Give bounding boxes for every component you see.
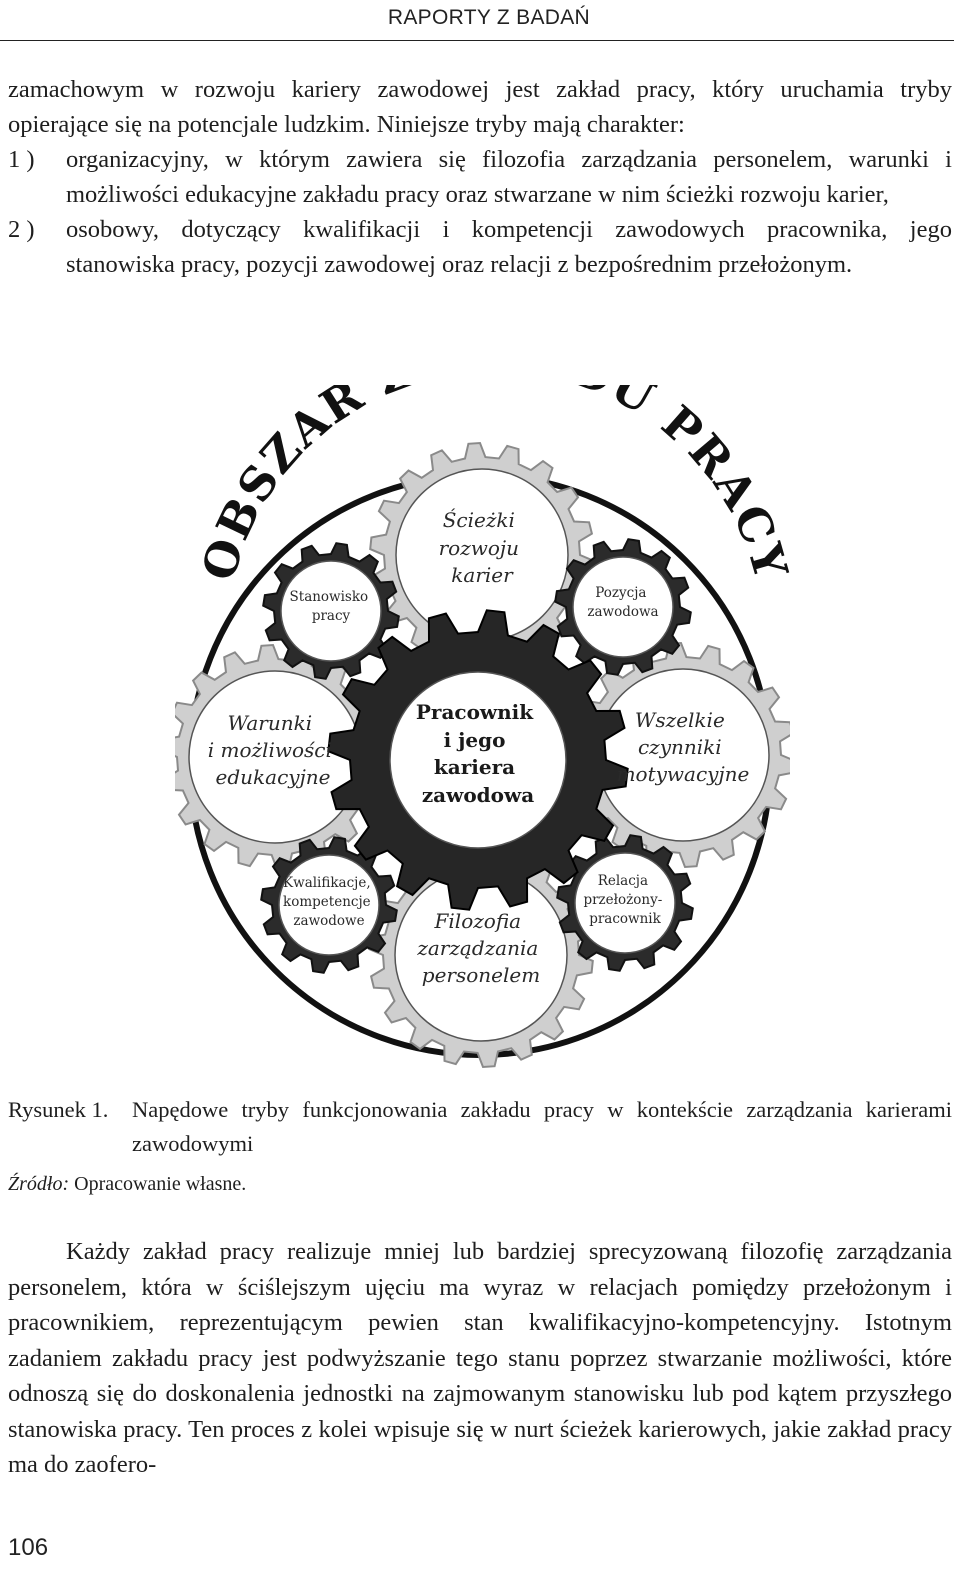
gear-label-bottom: Filozofia zarządzania personelem bbox=[417, 909, 541, 987]
caption-text: Napędowe tryby funkcjonowania zakładu pracy w kontekście zarządzania karierami zawodowymi bbox=[132, 1097, 952, 1156]
gear-label-top: Ścieżki rozwoju karier bbox=[438, 508, 520, 587]
gears-diagram-svg bbox=[175, 385, 790, 1075]
figure-source bbox=[8, 1169, 246, 1199]
list-number: 1 ) bbox=[8, 146, 35, 173]
figure-gears-diagram bbox=[175, 385, 790, 1075]
source-label: Źródło: bbox=[8, 1173, 70, 1195]
list-text: osobowy, dotyczący kwalifikacji i kompetencji zawodowych pracownika, jego stanowiska pracy, pozycji zawodowej oraz relacji z bezpośrednim przełożonym. bbox=[66, 216, 952, 278]
list-item bbox=[8, 142, 952, 212]
body-paragraph: Każdy zakład pracy realizuje mniej lub bardziej sprecyzowaną filozofię zarządzania personelem, która w ściślejszym ujęciu ma wyraz w relacjach pomiędzy przełożonym i pracownikiem, reprezentującym pewien stan kwalifikacyjno-kompetencyjny. Istotnym zadaniem zakładu pracy jest podwyższanie tego stanu poprzez stwarzanie możliwości, które odnoszą się do doskonalenia jednostki na zajmowanym stanowisku lub pod kątem przyszłego stanowiska pracy. Ten proces z kolei wpisuje się w nurt ścieżek karierowych, jakie zakład pracy ma do zaofero- bbox=[8, 1238, 952, 1478]
caption-label: Rysunek 1. bbox=[8, 1097, 109, 1122]
figure-title: OBSZAR U PRAC bbox=[191, 385, 788, 587]
intro-paragraph: zamachowym w rozwoju kariery zawodowej jest zakład pracy, który uruchamia tryby opierające się na potencjale ludzkim. Niniejsze tryby mają charakter: bbox=[8, 76, 952, 138]
mode-list bbox=[8, 142, 952, 282]
list-number: 2 ) bbox=[8, 216, 35, 243]
center-gear-label: Pracownik i jego kariera zawodowa bbox=[415, 700, 535, 807]
gear-label-right: Wszelkie czynniki motywacyjne bbox=[616, 708, 750, 786]
gear-label-left: Warunki i możliwości edukacyjne bbox=[207, 711, 332, 789]
gear-label-bottom-left: Kwalifikacje, kompetencje zawodowe bbox=[283, 875, 371, 929]
source-text: Opracowanie własne. bbox=[74, 1173, 247, 1195]
page-number: 106 bbox=[8, 1534, 49, 1561]
gear-label-bottom-right: Relacja przełożony- pracownik bbox=[583, 873, 663, 927]
list-text: organizacyjny, w którym zawiera się filozofia zarządzania personelem, warunki i możliwości edukacyjne zakładu pracy oraz stwarzane w nim ścieżki rozwoju karier, bbox=[66, 146, 952, 208]
gear-label-top-right: Pozycja zawodowa bbox=[587, 585, 659, 620]
gear-label-top-left: Stanowisko pracy bbox=[289, 589, 369, 624]
figure-caption bbox=[8, 1093, 952, 1161]
header-title: RAPORTY Z BADAŃ bbox=[387, 6, 590, 29]
list-item bbox=[8, 212, 952, 282]
running-header bbox=[0, 0, 954, 41]
